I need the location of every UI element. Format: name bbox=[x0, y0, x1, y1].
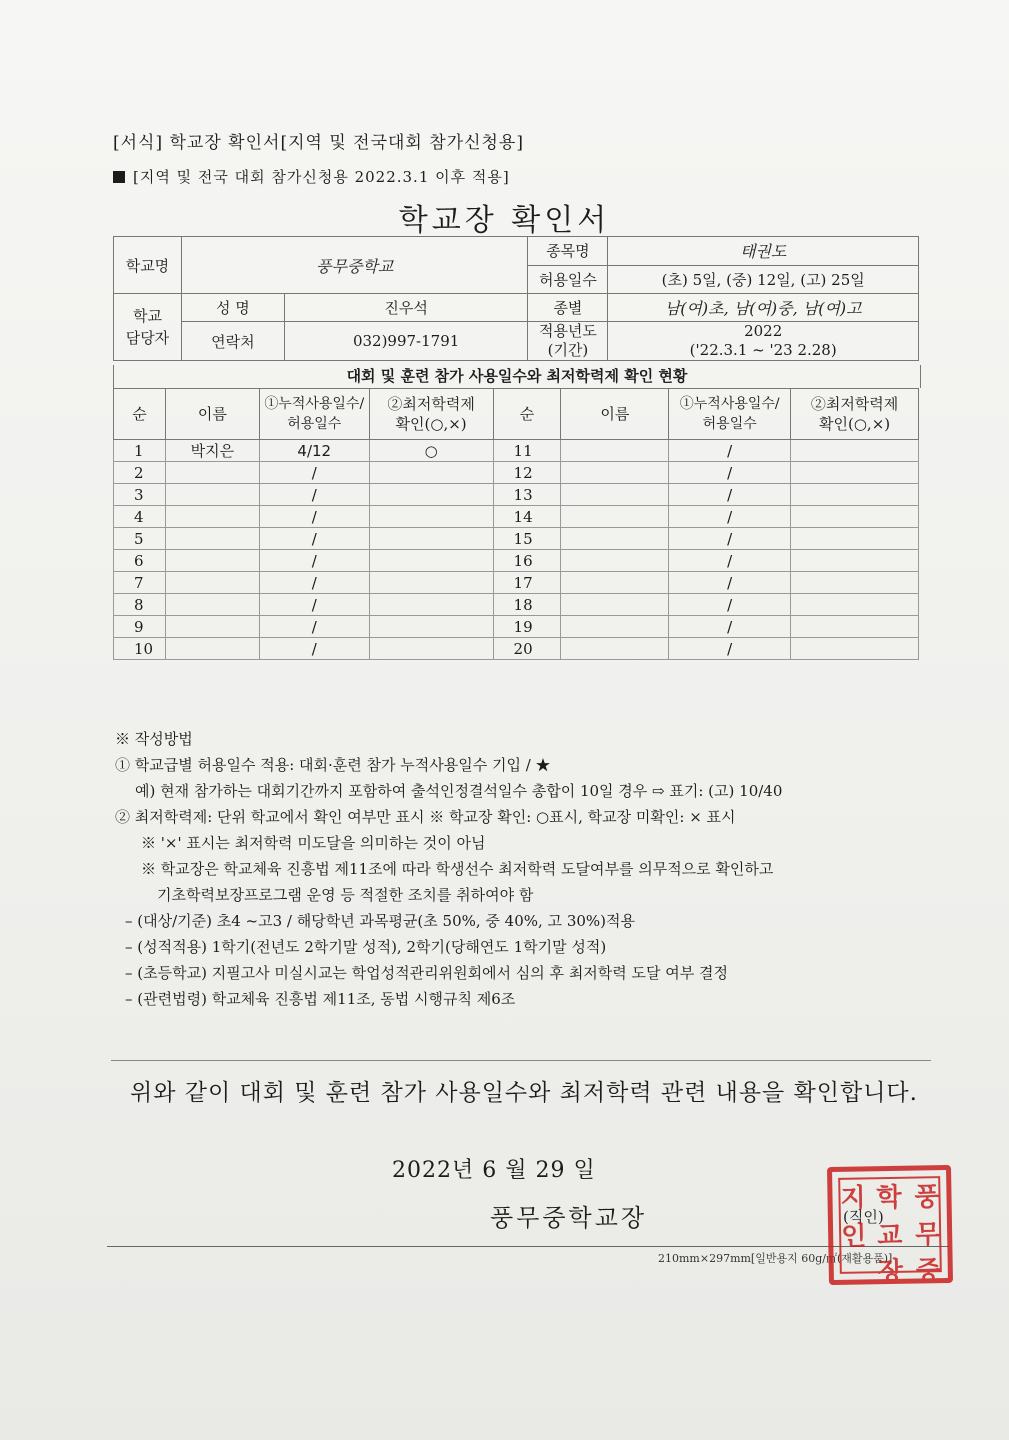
row-check bbox=[369, 528, 493, 550]
row-check bbox=[791, 550, 919, 572]
table-row bbox=[114, 594, 919, 616]
row-days: / bbox=[669, 594, 791, 616]
note-line: ※ '×' 표시는 최저학력 미도달을 의미하는 것이 아님 bbox=[141, 834, 486, 852]
row-name bbox=[561, 572, 669, 594]
school-info-table bbox=[113, 236, 919, 361]
table-row bbox=[114, 484, 919, 506]
note-line: ※ 학교장은 학교체육 진흥법 제11조에 따라 학생선수 최저학력 도달여부를 의무적으로 확인하고 bbox=[141, 860, 774, 878]
row-number: 14 bbox=[493, 506, 561, 528]
row-number: 2 bbox=[114, 462, 166, 484]
row-check: ○ bbox=[369, 440, 493, 462]
row-check bbox=[369, 638, 493, 660]
row-days: / bbox=[669, 638, 791, 660]
row-name bbox=[561, 462, 669, 484]
paper-size-note: 210mm×297mm[일반용지 60g/㎡(재활용품)] bbox=[658, 1252, 893, 1265]
note-line: – (성적적용) 1학기(전년도 2학기말 성적), 2학기(당해연도 1학기말 성적) bbox=[125, 938, 607, 956]
seal-character: 인 bbox=[840, 1221, 867, 1252]
row-name bbox=[165, 462, 259, 484]
row-number: 9 bbox=[114, 616, 166, 638]
row-number: 11 bbox=[493, 440, 561, 462]
note-line: ① 학교급별 허용일수 적용: 대회·훈련 참가 누적사용일수 기입 / ★ bbox=[115, 756, 551, 774]
row-number: 3 bbox=[114, 484, 166, 506]
row-days: / bbox=[669, 572, 791, 594]
row-days: / bbox=[669, 506, 791, 528]
allowed-days-value: (초) 5일, (중) 12일, (고) 25일 bbox=[608, 265, 919, 294]
row-check bbox=[791, 484, 919, 506]
row-check bbox=[791, 594, 919, 616]
divider bbox=[107, 1246, 949, 1247]
row-check bbox=[369, 572, 493, 594]
seal-character: 장 bbox=[877, 1256, 904, 1288]
seal-character: 무 bbox=[914, 1220, 941, 1251]
status-heading: 대회 및 훈련 참가 사용일수와 최저학력제 확인 현황 bbox=[113, 365, 921, 388]
row-days: / bbox=[259, 506, 369, 528]
row-check bbox=[791, 616, 919, 638]
col-days-left: ①누적사용일수/ 허용일수 bbox=[259, 389, 369, 440]
row-days: / bbox=[669, 528, 791, 550]
row-number: 5 bbox=[114, 528, 166, 550]
instructions bbox=[115, 726, 782, 1012]
year-label: 적용년도 (기간) bbox=[528, 322, 608, 361]
row-name bbox=[165, 484, 259, 506]
col-min-left: ②최저학력제 확인(○,×) bbox=[369, 389, 493, 440]
row-days: / bbox=[259, 572, 369, 594]
row-name bbox=[165, 550, 259, 572]
table-row bbox=[114, 528, 919, 550]
row-number: 17 bbox=[493, 572, 561, 594]
row-name bbox=[165, 616, 259, 638]
gender-label: 종별 bbox=[528, 294, 608, 322]
row-days: / bbox=[669, 440, 791, 462]
row-check bbox=[369, 550, 493, 572]
table-row bbox=[114, 616, 919, 638]
form-title: [서식] 학교장 확인서[지역 및 전국대회 참가신청용] bbox=[113, 133, 524, 153]
row-number: 8 bbox=[114, 594, 166, 616]
row-days: / bbox=[259, 594, 369, 616]
row-number: 20 bbox=[493, 638, 561, 660]
row-days: / bbox=[259, 462, 369, 484]
name-label: 성 명 bbox=[181, 294, 284, 322]
note-line: 기초학력보장프로그램 운영 등 적절한 조치를 취하여야 함 bbox=[157, 886, 534, 904]
row-check bbox=[369, 462, 493, 484]
contact-value: 032)997-1791 bbox=[284, 322, 528, 361]
row-days: / bbox=[259, 528, 369, 550]
col-no-right: 순 bbox=[493, 389, 561, 440]
row-check bbox=[369, 484, 493, 506]
row-check bbox=[791, 528, 919, 550]
sport-label: 종목명 bbox=[528, 237, 608, 266]
row-number: 6 bbox=[114, 550, 166, 572]
row-name bbox=[165, 638, 259, 660]
year-value: 2022 ('22.3.1 ~ '23 2.28) bbox=[608, 322, 919, 361]
name-value: 진우석 bbox=[284, 294, 528, 322]
notes-heading: ※ 작성방법 bbox=[115, 730, 193, 748]
seal-character: 지 bbox=[840, 1183, 866, 1214]
row-days: / bbox=[669, 484, 791, 506]
table-row bbox=[114, 638, 919, 660]
seal-character: 교 bbox=[876, 1220, 903, 1252]
note-line: – (대상/기준) 초4 ~고3 / 해당학년 과목평균(초 50%, 중 40%, 고 30%)적용 bbox=[125, 912, 635, 930]
row-number: 4 bbox=[114, 506, 166, 528]
divider bbox=[111, 1060, 931, 1061]
col-name-left: 이름 bbox=[165, 389, 259, 440]
row-number: 10 bbox=[114, 638, 166, 660]
row-check bbox=[791, 440, 919, 462]
row-days: / bbox=[259, 550, 369, 572]
row-name: 박지은 bbox=[165, 440, 259, 462]
row-number: 18 bbox=[493, 594, 561, 616]
row-name bbox=[561, 550, 669, 572]
allowed-days-label: 허용일수 bbox=[528, 265, 608, 294]
seal-character: 중 bbox=[915, 1256, 942, 1287]
confirmation-text: 위와 같이 대회 및 훈련 참가 사용일수와 최저학력 관련 내용을 확인합니다. bbox=[130, 1080, 918, 1106]
row-number: 19 bbox=[493, 616, 561, 638]
row-check bbox=[791, 638, 919, 660]
row-number: 1 bbox=[114, 440, 166, 462]
row-days: / bbox=[259, 638, 369, 660]
row-number: 7 bbox=[114, 572, 166, 594]
table-row bbox=[114, 572, 919, 594]
row-days: / bbox=[259, 484, 369, 506]
official-seal-stamp bbox=[827, 1165, 953, 1288]
seal-character: 풍 bbox=[914, 1182, 940, 1213]
col-name-right: 이름 bbox=[561, 389, 669, 440]
col-min-right: ②최저학력제 확인(○,×) bbox=[791, 389, 919, 440]
row-days: / bbox=[259, 616, 369, 638]
row-check bbox=[791, 506, 919, 528]
gender-value: 남(여)초, 남(여)중, 남(여)고 bbox=[608, 294, 919, 322]
note-line: – (관련법령) 학교체육 진흥법 제11조, 동법 시행규칙 제6조 bbox=[125, 990, 516, 1008]
row-number: 13 bbox=[493, 484, 561, 506]
note-line: ② 최저학력제: 단위 학교에서 확인 여부만 표시 ※ 학교장 확인: ○표시, 학교장 미확인: × 표시 bbox=[115, 808, 736, 826]
table-row bbox=[114, 440, 919, 462]
subtitle bbox=[113, 166, 510, 187]
row-check bbox=[791, 572, 919, 594]
row-name bbox=[561, 484, 669, 506]
row-name bbox=[561, 506, 669, 528]
subtitle-text: [지역 및 전국 대회 참가신청용 2022.3.1 이후 적용] bbox=[133, 168, 510, 186]
row-number: 12 bbox=[493, 462, 561, 484]
row-check bbox=[369, 506, 493, 528]
row-name bbox=[561, 594, 669, 616]
table-row bbox=[114, 462, 919, 484]
sport-value: 태권도 bbox=[608, 237, 919, 266]
table-row bbox=[114, 506, 919, 528]
row-name bbox=[165, 572, 259, 594]
row-number: 15 bbox=[493, 528, 561, 550]
row-name bbox=[561, 616, 669, 638]
school-name-label: 학교명 bbox=[114, 237, 182, 294]
col-days-right: ①누적사용일수/ 허용일수 bbox=[669, 389, 791, 440]
col-no-left: 순 bbox=[114, 389, 166, 440]
row-name bbox=[561, 440, 669, 462]
contact-label: 연락처 bbox=[181, 322, 284, 361]
row-days: / bbox=[669, 462, 791, 484]
row-name bbox=[561, 638, 669, 660]
manager-label: 학교 담당자 bbox=[114, 294, 182, 361]
note-line: 예) 현재 참가하는 대회기간까지 포함하여 출석인정결석일수 총합이 10일 경우 ⇨ 표기: (고) 10/40 bbox=[135, 782, 783, 800]
seal-label: (직인) bbox=[843, 1208, 884, 1226]
school-name-value: 풍무중학교 bbox=[181, 237, 528, 294]
row-check bbox=[791, 462, 919, 484]
seal-character: 학 bbox=[876, 1182, 902, 1214]
document-title: 학교장 확인서 bbox=[398, 203, 611, 238]
row-name bbox=[165, 528, 259, 550]
row-name bbox=[561, 528, 669, 550]
signing-date: 2022년 6 월 29 일 bbox=[392, 1158, 596, 1183]
principal-name: 풍무중학교장 bbox=[490, 1204, 648, 1232]
row-check bbox=[369, 616, 493, 638]
square-bullet-icon bbox=[113, 171, 125, 183]
row-number: 16 bbox=[493, 550, 561, 572]
row-days: / bbox=[669, 616, 791, 638]
row-name bbox=[165, 506, 259, 528]
row-days: 4/12 bbox=[259, 440, 369, 462]
note-line: – (초등학교) 지필고사 미실시교는 학업성적관리위원회에서 심의 후 최저학력 도달 여부 결정 bbox=[125, 964, 729, 982]
row-check bbox=[369, 594, 493, 616]
participation-table bbox=[113, 388, 919, 660]
table-row bbox=[114, 550, 919, 572]
row-name bbox=[165, 594, 259, 616]
row-days: / bbox=[669, 550, 791, 572]
